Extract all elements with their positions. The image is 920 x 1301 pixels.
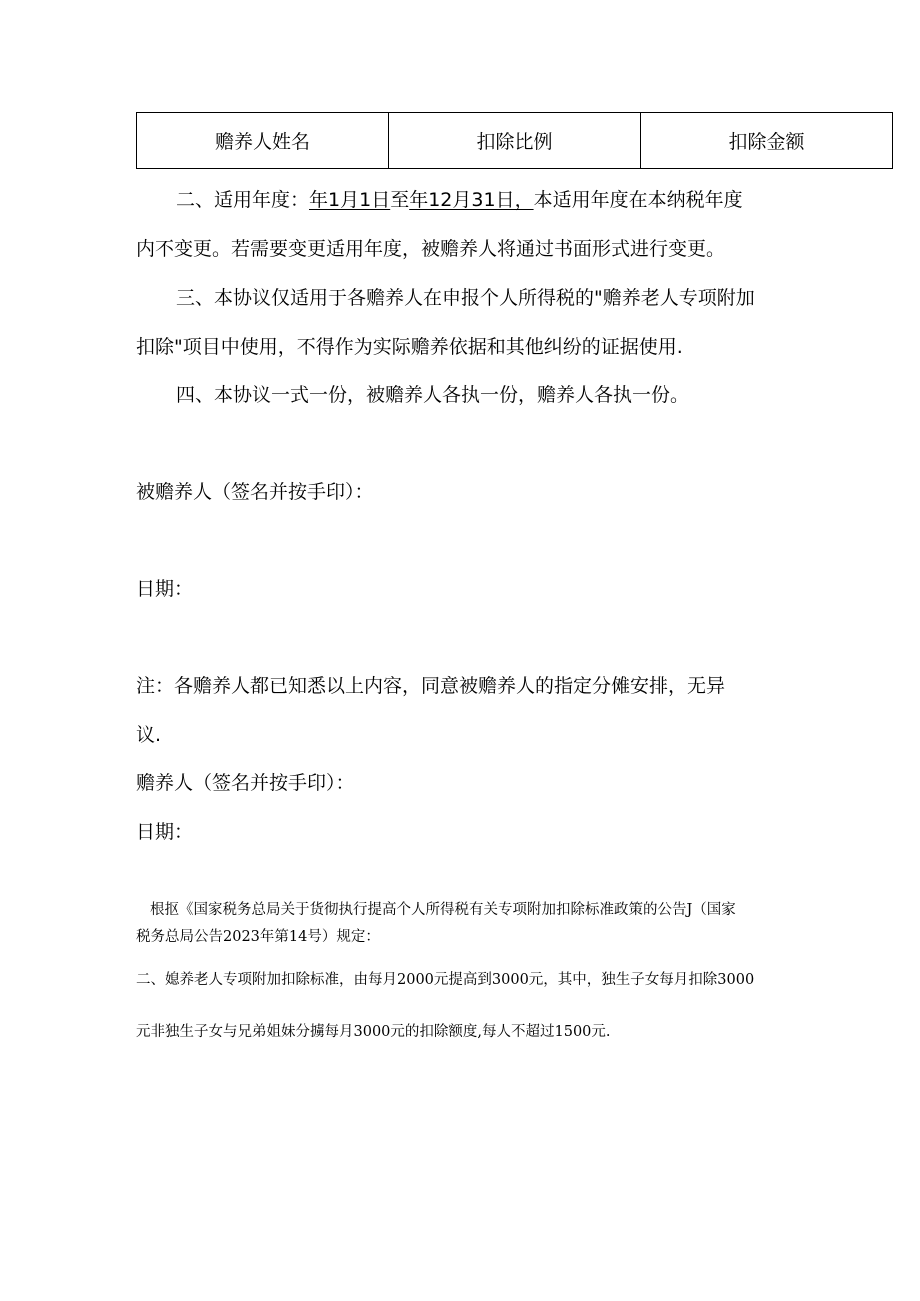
- clause-4-line-1: 四、本协议一式一份，被赡养人各执一份，赡养人各执一份。: [176, 384, 690, 406]
- clause-3-line-1: 三、本协议仅适用于各赡养人在申报个人所得税的"赡养老人专项附加: [176, 287, 755, 309]
- clause-2-date-from: 年1月1日: [309, 189, 391, 211]
- reference-line-2: 税务总局公告2023年第14号）规定：: [136, 929, 380, 945]
- signature-2-label: 赡养人（签名并按手印）：: [136, 772, 355, 794]
- reference-line-3: 二、媳养老人专项附加扣除标准，由每月2000元提高到3000元，其中，独生子女每月扣除3000: [136, 972, 755, 988]
- signature-1-label: 被赡养人（签名并按手印）：: [136, 481, 374, 503]
- header-cell-name: 赡养人姓名: [137, 113, 389, 169]
- reference-line-4: 元非独生子女与兄弟姐妹分擄每月3000元的扣除额度,每人不超过1500元.: [136, 1024, 611, 1040]
- note-line-1: 注：各赡养人都已知悉以上内容，同意被赡养人的指定分傩安排，无异: [136, 675, 726, 697]
- deduction-table: [136, 112, 893, 169]
- clause-2-date-to: 年12月31日，: [409, 189, 534, 211]
- clause-2-to: 至: [390, 189, 410, 211]
- note-line-2: 议.: [136, 724, 162, 746]
- signature-2-date-label: 日期：: [136, 821, 194, 843]
- header-cell-ratio: 扣除比例: [389, 113, 641, 169]
- clause-2-line-2: 内不变更。若需要变更适用年度，被赡养人将通过书面形式进行变更。: [136, 238, 726, 260]
- clause-2-line-1: [176, 187, 743, 213]
- clause-2-suffix: 本适用年度在本纳税年度: [533, 189, 743, 211]
- header-cell-amount: 扣除金额: [641, 113, 893, 169]
- table-header-row: [137, 113, 893, 169]
- reference-line-1: 根抠《国家税务总局关于货彻执行提高个人所得税有关专项附加扣除标准政策的公告J（国家: [150, 902, 736, 918]
- clause-2-prefix: 二、适用年度：: [176, 189, 310, 211]
- clause-3-line-2: 扣除"项目中使用，不得作为实际赡养依据和其他纠纷的证据使用.: [136, 336, 683, 358]
- signature-1-date-label: 日期：: [136, 578, 194, 600]
